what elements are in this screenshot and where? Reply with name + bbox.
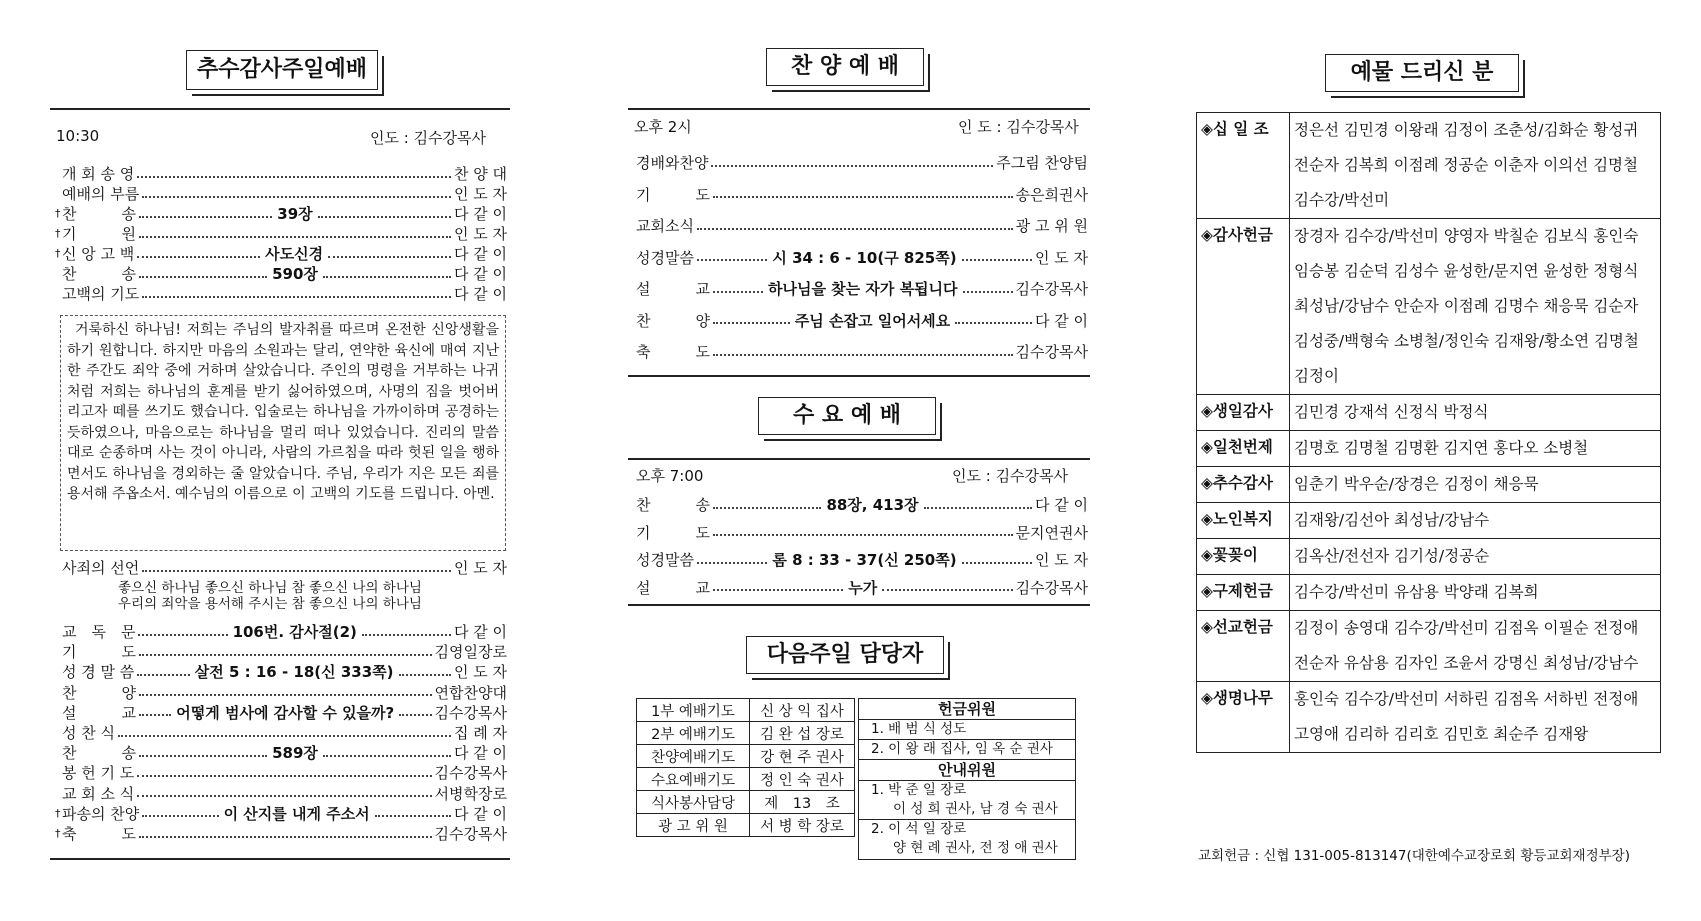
order-person: 다 같 이 — [453, 285, 507, 303]
dot-leader — [962, 259, 1032, 261]
dot-leader — [137, 176, 451, 178]
order-row — [55, 223, 507, 244]
dot-leader — [399, 674, 452, 676]
dot-leader — [713, 507, 821, 509]
offering-names: 장경자 김수강/박선미 양영자 박칠순 김보식 홍인숙 임승봉 김순덕 김성수 윤성한/문지연 윤성한 정형식 최성남/강남수 안순자 이점례 김명수 채응묵 김순자 김성중/백형숙 소병철/정인숙 김재왕/황소연 김명철 김정이 — [1290, 219, 1661, 395]
offering-category: ◈감사헌금 — [1197, 219, 1290, 395]
order-detail: 시 34 : 6 - 10(구 825쪽) — [772, 248, 957, 267]
dot-leader — [142, 815, 218, 817]
order-row — [636, 549, 1088, 570]
offerings-title — [1325, 54, 1519, 92]
order-row — [62, 783, 507, 804]
wednesday-service-title-text: 수 요 예 배 — [793, 403, 901, 428]
order-row — [62, 762, 507, 783]
offering-row — [1197, 219, 1661, 395]
offering-row — [1197, 503, 1661, 539]
order-label: 기 원 — [62, 225, 136, 243]
order-label: 찬 양 — [62, 683, 136, 702]
offering-names: 김민경 강재석 신정식 박정식 — [1290, 395, 1661, 431]
order-label: 성 찬 식 — [62, 724, 116, 742]
order-row — [636, 184, 1088, 205]
order-row — [636, 341, 1088, 362]
order-row — [62, 183, 507, 204]
dot-leader — [139, 236, 451, 238]
order-label: 찬 송 — [62, 205, 136, 223]
dot-leader — [139, 654, 432, 656]
declaration-line-1: 좋으신 하나님 좋으신 하나님 참 좋으신 나의 하나님 — [118, 580, 422, 596]
order-row — [62, 163, 507, 184]
dot-leader — [955, 322, 1032, 324]
offering-category: ◈추수감사 — [1197, 467, 1290, 503]
duty-person: 강 현 주 권사 — [750, 745, 855, 768]
order-row — [636, 247, 1088, 268]
order-label: 기 도 — [636, 185, 710, 204]
wednesday-leader: 인도 : 김수강목사 — [952, 467, 1069, 485]
duty-role: 2부 예배기도 — [637, 722, 750, 745]
order-person: 김수강목사 — [1015, 280, 1088, 298]
dot-leader — [713, 322, 790, 324]
usher-2-team: 양 현 례 권사, 전 정 애 권사 — [893, 840, 1058, 856]
order-label: 봉 헌 기 도 — [62, 764, 135, 783]
order-person: 다 같 이 — [453, 245, 507, 263]
order-person: 송은희권사 — [1015, 185, 1088, 204]
dot-leader — [142, 570, 451, 572]
dot-leader — [882, 589, 1012, 591]
dot-leader — [697, 562, 767, 564]
order-person: 다 같 이 — [453, 623, 507, 641]
duty-row — [637, 768, 855, 791]
offering-row — [1197, 431, 1661, 467]
praise-service-title — [766, 48, 924, 86]
duty-role: 광 고 위 원 — [637, 814, 750, 837]
order-detail: 롬 8 : 33 - 37(신 250쪽) — [772, 551, 957, 569]
order-row — [636, 522, 1088, 543]
order-label: 교회소식 — [636, 217, 694, 235]
order-label: 개 회 송 영 — [62, 165, 135, 183]
offerings-title-text: 예물 드리신 분 — [1350, 60, 1494, 85]
offering-category: ◈노인복지 — [1197, 503, 1290, 539]
offering-category: ◈십 일 조 — [1197, 113, 1290, 219]
confession-prayer-text: 거룩하신 하나님! 저희는 주님의 발자취를 따르며 온전한 신앙생활을 하기 원합니다. 하지만 마음의 소원과는 달리, 연약한 육신에 매여 지난 한 주간도 죄악 중에 거하며 살았습니다. 주인의 명령을 거부하는 나귀처럼 저희는 하나님의 훈계를 받기 싫어하였으며, 사명의 짐을 벗어버리고자 떼를 쓰기도 했습니다. 입술로는 하나님을 가까이하며 공경하는 듯하였으나, 마음으로는 하나님을 멀리 떠나 있었습니다. 진리의 말씀대로 순종하며 사는 것이 아니라, 사람의 가르침을 따라 헛된 일을 행하면서도 하나님을 경외하는 줄 알았습니다. 주님, 우리가 지은 모든 죄를 용서해 주옵소서. 예수님의 이름으로 이 고백의 기도를 드립니다. 아멘. — [67, 322, 499, 502]
order-detail: 88장, 413장 — [826, 496, 919, 514]
offering-category: ◈일천번제 — [1197, 431, 1290, 467]
divider — [628, 458, 1090, 460]
dot-leader — [328, 256, 451, 258]
offering-names: 홍인숙 김수강/박선미 서하린 김점옥 서하빈 전정애 고영애 김리하 김리호 김민호 최순주 김재왕 — [1290, 682, 1661, 753]
duty-row — [637, 745, 855, 768]
usher-committee-list — [859, 781, 1075, 858]
order-detail: 사도신경 — [265, 245, 324, 263]
offering-row — [1197, 611, 1661, 682]
offering-row — [1197, 395, 1661, 431]
offering-category: ◈구제헌금 — [1197, 575, 1290, 611]
offering-row — [1197, 467, 1661, 503]
duty-role: 찬양예배기도 — [637, 745, 750, 768]
order-label: 찬 송 — [62, 265, 136, 283]
duty-person: 제 13 조 — [750, 791, 855, 814]
dot-leader — [118, 735, 451, 737]
dagger-mark: † — [55, 227, 61, 240]
order-row — [62, 661, 507, 682]
order-label: 신 앙 고 백 — [62, 245, 135, 263]
offering-row — [1197, 682, 1661, 753]
dot-leader — [323, 276, 451, 278]
committee-panel — [858, 698, 1076, 860]
duty-role: 식사봉사담당 — [637, 791, 750, 814]
order-person: 다 같 이 — [453, 744, 507, 763]
dot-leader — [137, 256, 260, 258]
offerings-table — [1196, 112, 1661, 753]
wednesday-time: 오후 7:00 — [636, 467, 704, 485]
duty-role: 1부 예배기도 — [637, 699, 750, 722]
order-person: 다 같 이 — [453, 205, 507, 223]
order-person: 다 같 이 — [1034, 496, 1088, 514]
dot-leader — [399, 714, 431, 716]
dot-leader — [697, 259, 767, 261]
dot-leader — [963, 291, 1013, 293]
dot-leader — [139, 714, 171, 716]
order-person: 다 같 이 — [453, 804, 507, 823]
order-label: 설 교 — [636, 280, 710, 298]
dot-leader — [137, 775, 431, 777]
order-label: 축 도 — [636, 343, 710, 361]
offering-committee-1: 1. 배 범 식 성도 — [859, 720, 1075, 740]
order-detail: 하나님을 찾는 자가 복됩니다 — [767, 280, 958, 298]
declaration-row — [62, 557, 507, 578]
order-label: 경배와찬양 — [636, 154, 709, 172]
order-label: 고백의 기도 — [62, 285, 140, 303]
order-detail: 누가 — [848, 578, 878, 597]
order-person: 김영일장로 — [434, 643, 507, 662]
order-row — [55, 823, 507, 844]
order-label: 파송의 찬양 — [62, 804, 140, 823]
order-detail: 어떻게 범사에 감사할 수 있을까? — [176, 703, 395, 722]
confession-prayer — [60, 315, 506, 551]
order-label: 성 경 말 씀 — [62, 663, 135, 682]
dot-leader — [139, 694, 432, 696]
usher-1-team: 이 성 희 권사, 남 경 숙 권사 — [859, 800, 1075, 820]
dagger-mark: † — [55, 207, 61, 220]
order-row — [636, 215, 1088, 236]
dot-leader — [139, 755, 267, 757]
main-service-title — [186, 50, 378, 90]
dot-leader — [318, 216, 451, 218]
dot-leader — [137, 674, 190, 676]
order-row — [55, 803, 507, 824]
offering-names: 정은선 김민경 이왕래 김정이 조춘성/김화순 황성귀 전순자 김복희 이점례 정공순 이춘자 이의선 김명철 김수강/박선미 — [1290, 113, 1661, 219]
dot-leader — [138, 634, 227, 636]
offering-row — [1197, 113, 1661, 219]
offering-committee-2: 2. 이 왕 래 집사, 임 옥 순 권사 — [871, 741, 1053, 757]
order-label: 찬 양 — [636, 311, 710, 330]
order-label: 찬 송 — [636, 496, 710, 514]
dot-leader — [142, 196, 451, 198]
dot-leader — [924, 507, 1032, 509]
dot-leader — [962, 562, 1032, 564]
order-label: 기 도 — [62, 643, 136, 662]
order-detail: 39장 — [277, 205, 313, 223]
order-label: 설 교 — [62, 703, 136, 722]
order-label: 성경말씀 — [636, 248, 694, 267]
offering-category: ◈생일감사 — [1197, 395, 1290, 431]
duty-row — [637, 699, 855, 722]
dot-leader — [697, 228, 1013, 230]
wednesday-service-title — [758, 397, 936, 435]
duty-person: 정 인 숙 권사 — [750, 768, 855, 791]
order-row — [636, 494, 1088, 515]
dot-leader — [362, 634, 451, 636]
order-person: 김수강목사 — [1015, 578, 1089, 597]
order-label: 기 도 — [636, 523, 710, 542]
offering-row — [1197, 575, 1661, 611]
offering-category: ◈선교헌금 — [1197, 611, 1290, 682]
divider — [50, 108, 510, 110]
offering-category: ◈꽃꽂이 — [1197, 539, 1290, 575]
duty-person: 신 상 익 집사 — [750, 699, 855, 722]
order-detail: 590장 — [272, 265, 318, 283]
duty-person: 김 완 섭 장로 — [750, 722, 855, 745]
order-detail: 이 산지를 내게 주소서 — [223, 804, 370, 823]
order-person: 인 도 자 — [1035, 551, 1089, 569]
order-label: 성경말씀 — [636, 551, 694, 569]
order-person: 광 고 위 원 — [1015, 217, 1088, 235]
offering-names: 김수강/박선미 유삼용 박양래 김복희 — [1290, 575, 1661, 611]
next-week-title-text: 다음주일 담당자 — [766, 642, 924, 667]
order-row — [62, 641, 507, 662]
next-week-duty-table — [636, 698, 855, 837]
order-row — [62, 621, 507, 642]
dot-leader — [713, 589, 843, 591]
order-row — [62, 742, 507, 763]
order-label: 예배의 부름 — [62, 185, 140, 203]
order-person: 주그림 찬양팀 — [996, 154, 1088, 172]
duty-person: 서 병 학 장로 — [750, 814, 855, 837]
praise-time: 오후 2시 — [634, 118, 692, 136]
main-service-title-text: 추수감사주일예배 — [196, 57, 368, 82]
order-person: 찬 양 대 — [453, 165, 507, 183]
main-service-time: 10:30 — [56, 127, 100, 145]
order-row — [636, 278, 1088, 299]
order-detail: 589장 — [272, 744, 318, 763]
order-row — [62, 263, 507, 284]
order-detail: 106번. 감사절(2) — [232, 623, 357, 641]
order-person: 김수강목사 — [434, 764, 507, 783]
order-label: 찬 송 — [62, 744, 136, 763]
declaration-label: 사죄의 선언 — [62, 559, 140, 577]
dot-leader — [137, 795, 431, 797]
order-row — [62, 283, 507, 304]
order-label: 교 회 소 식 — [62, 784, 135, 803]
praise-leader: 인 도 : 김수강목사 — [958, 118, 1079, 136]
offering-names: 김옥산/전선자 김기성/정공순 — [1290, 539, 1661, 575]
order-person: 인 도 자 — [453, 225, 507, 243]
dot-leader — [375, 815, 451, 817]
order-person: 인 도 자 — [1035, 248, 1089, 267]
offering-names: 김정이 송영대 김수강/박선미 김점옥 이필순 전정애 전순자 유삼용 김자인 조윤서 강명신 최성남/강남수 — [1290, 611, 1661, 682]
order-row — [636, 152, 1088, 173]
divider — [628, 375, 1090, 377]
order-person: 다 같 이 — [453, 265, 507, 283]
order-person: 서병학장로 — [434, 784, 507, 803]
dot-leader — [711, 165, 993, 167]
duty-role: 수요예배기도 — [637, 768, 750, 791]
dagger-mark: † — [55, 247, 61, 260]
duty-row — [637, 722, 855, 745]
order-row — [55, 203, 507, 224]
offering-committee-title: 헌금위원 — [859, 699, 1075, 720]
declaration-line-2: 우리의 죄악을 용서해 주시는 참 좋으신 나의 하나님 — [118, 596, 422, 612]
offering-names: 임춘기 박우순/장경은 김정이 채응묵 — [1290, 467, 1661, 503]
next-week-title — [746, 636, 944, 674]
order-row — [62, 702, 507, 723]
order-person: 연합찬양대 — [434, 683, 507, 702]
order-person: 인 도 자 — [454, 663, 508, 682]
duty-row — [637, 814, 855, 837]
praise-service-title-text: 찬 양 예 배 — [791, 54, 899, 79]
order-person: 집 례 자 — [453, 724, 507, 742]
order-person: 다 같 이 — [1035, 311, 1089, 330]
order-row — [636, 577, 1088, 598]
dot-leader — [323, 755, 451, 757]
usher-committee-title: 안내위원 — [859, 760, 1075, 781]
order-row — [62, 682, 507, 703]
offering-category: ◈생명나무 — [1197, 682, 1290, 753]
church-account: 교회헌금 : 신협 131-005-813147(대한예수교장로회 황등교회재정부장) — [1198, 848, 1630, 864]
main-service-leader: 인도 : 김수강목사 — [370, 129, 487, 147]
dot-leader — [142, 296, 451, 298]
order-detail: 주님 손잡고 일어서세요 — [794, 311, 951, 330]
order-row — [636, 310, 1088, 331]
dot-leader — [713, 354, 1013, 356]
usher-1: 1. 박 준 일 장로 — [871, 782, 967, 798]
order-person: 김수강목사 — [1015, 343, 1088, 361]
order-row — [55, 243, 507, 264]
order-row — [62, 722, 507, 743]
dot-leader — [139, 276, 267, 278]
order-person: 문지연권사 — [1015, 523, 1088, 542]
divider — [50, 858, 510, 860]
dot-leader — [139, 836, 432, 838]
dot-leader — [713, 291, 763, 293]
order-label: 설 교 — [636, 578, 710, 597]
dagger-mark: † — [55, 827, 61, 840]
declaration-right: 인 도 자 — [453, 559, 507, 577]
declaration-verse — [118, 580, 422, 612]
offering-names: 김명호 김명철 김명환 김지연 홍다오 소병철 — [1290, 431, 1661, 467]
dot-leader — [713, 196, 1013, 198]
offering-row — [1197, 539, 1661, 575]
offering-committee-list — [859, 720, 1075, 760]
order-detail: 살전 5 : 16 - 18(신 333쪽) — [194, 663, 394, 682]
order-label: 교 독 문 — [62, 623, 136, 641]
divider — [628, 604, 1090, 606]
dot-leader — [139, 216, 272, 218]
divider — [628, 108, 1090, 110]
order-label: 축 도 — [62, 825, 136, 843]
usher-2: 2. 이 석 일 장로 — [871, 821, 967, 837]
order-person: 김수강목사 — [434, 703, 507, 722]
dot-leader — [713, 534, 1013, 536]
order-person: 김수강목사 — [434, 825, 507, 843]
dagger-mark: † — [55, 806, 61, 820]
duty-row — [637, 791, 855, 814]
offering-names: 김재왕/김선아 최성남/강남수 — [1290, 503, 1661, 539]
order-person: 인 도 자 — [453, 185, 507, 203]
